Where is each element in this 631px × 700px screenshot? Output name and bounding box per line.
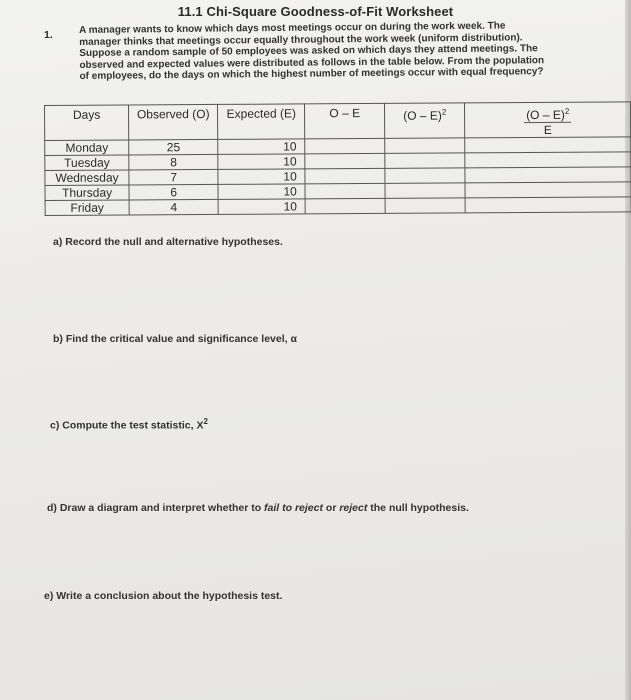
blank-cell [305, 168, 385, 183]
worksheet-title: 11.1 Chi-Square Goodness-of-Fit Worksheet [177, 4, 454, 19]
problem-line: Suppose a random sample of 50 employees was asked on which days they attend meetings. The [79, 43, 538, 60]
problem-line: A manager wants to know which days most meetings occur on during the work week. The [79, 20, 506, 36]
blank-cell [305, 153, 385, 168]
fraction [524, 105, 571, 137]
problem-line: observed and expected values were distributed as follows in the table below. From the population [79, 54, 545, 71]
blank-cell [385, 183, 465, 198]
blank-cell [385, 138, 465, 153]
blank-cell [305, 198, 385, 213]
blank-cell [305, 138, 385, 153]
day-cell: Friday [45, 200, 129, 216]
day-cell: Wednesday [45, 170, 129, 186]
expected-cell: 10 [218, 199, 305, 215]
header-o-minus-e: O – E [305, 103, 385, 138]
squared-exponent: 2 [441, 107, 447, 117]
fraction-numerator: (O – E)$^2$ [524, 105, 571, 123]
observed-cell: 7 [129, 169, 218, 185]
day-cell: Monday [45, 140, 129, 156]
expected-cell: 10 [218, 184, 305, 200]
chi-square-table [44, 101, 631, 216]
header-observed: Observed (O) [129, 104, 218, 140]
question-b: b) Find the critical value and significance level, α [53, 333, 297, 345]
problem-line: manager thinks that meetings occur equally throughout the work week (uniform distribution). [79, 31, 523, 48]
day-cell: Tuesday [45, 155, 129, 171]
blank-cell [465, 152, 631, 168]
squared-base: (O – E) [403, 108, 442, 123]
day-cell: Thursday [45, 185, 129, 201]
question-c: c) Compute the test statistic, $X^2$ [50, 417, 208, 432]
observed-cell: 6 [129, 184, 218, 200]
table-header-row [45, 102, 631, 141]
question-d: d) Draw a diagram and interpret whether to fail to reject or reject the null hypothesis. [47, 502, 469, 514]
question-e: e) Write a conclusion about the hypothesis test. [44, 590, 283, 602]
observed-cell: 25 [129, 139, 218, 155]
header-days: Days [45, 105, 129, 141]
blank-cell [305, 183, 385, 198]
question-number: 1. [44, 29, 53, 41]
fraction-denominator: E [543, 122, 552, 137]
table-row [45, 197, 631, 216]
observed-cell: 8 [129, 154, 218, 170]
problem-line: of employees, do the days on which the highest number of meetings occur with equal frequency? [79, 66, 544, 83]
blank-cell [465, 182, 631, 198]
expected-cell: 10 [218, 154, 305, 170]
header-fraction [465, 102, 631, 138]
blank-cell [465, 167, 631, 183]
blank-cell [465, 197, 631, 213]
header-expected: Expected (E) [218, 104, 305, 140]
expected-cell: 10 [218, 139, 305, 155]
question-a: a) Record the null and alternative hypotheses. [53, 236, 283, 248]
expected-cell: 10 [218, 169, 305, 185]
blank-cell [385, 153, 465, 168]
problem-statement [79, 20, 580, 83]
header-squared [385, 103, 465, 138]
blank-cell [385, 168, 465, 183]
blank-cell [465, 137, 631, 153]
blank-cell [385, 198, 465, 213]
observed-cell: 4 [129, 199, 218, 215]
